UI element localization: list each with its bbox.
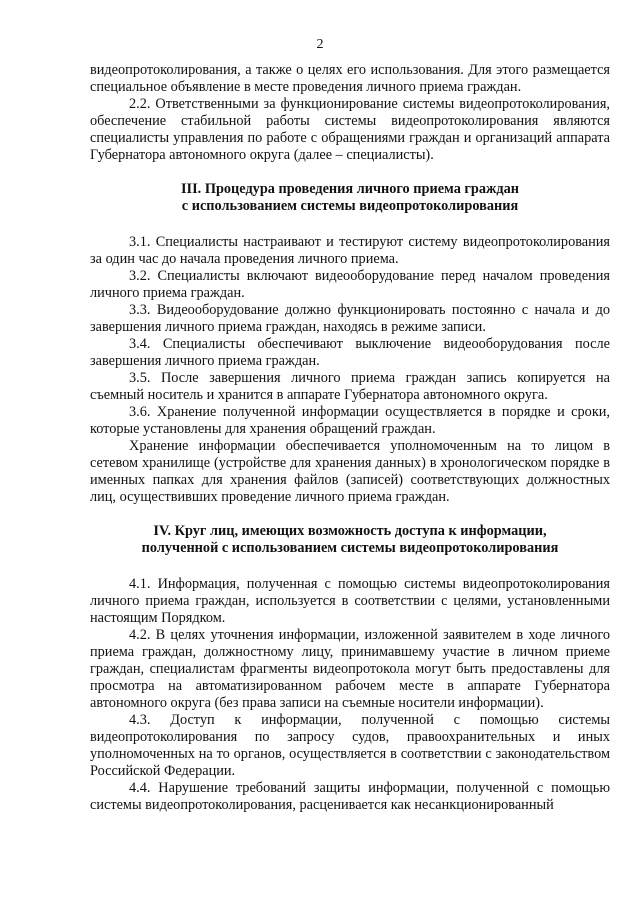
paragraph-2-2: 2.2. Ответственными за функционирование системы видеопротоколирования, обеспечение стабильной работы системы видеопротоколирования являются специалисты управления по работе с обращениями граждан и организаций аппарата Губернатора автономного округа (далее – специалисты). <box>90 96 610 163</box>
section-3-heading-line1: III. Процедура проведения личного приема граждан <box>180 181 519 197</box>
paragraph-4-3: 4.3. Доступ к информации, полученной с помощью системы видеопротоколирования по запросу судов, правоохранительных и иных уполномоченных на то органов, осуществляется в соответствии с законодательством Российской Федерации. <box>90 712 610 779</box>
paragraph-4-2: 4.2. В целях уточнения информации, изложенной заявителем в ходе личного приема граждан, должностному лицу, принимавшему участие в личном приеме граждан, специалистам фрагменты видеопротокола могут быть предоставлены для просмотра на автоматизированном рабочем месте в аппарате Губернатора автономного округа (без права записи на съемные носители информации). <box>90 627 610 711</box>
paragraph-3-6: 3.6. Хранение полученной информации осуществляется в порядке и сроки, которые установлены для хранения обращений граждан. <box>90 404 610 437</box>
document-body <box>90 62 610 814</box>
paragraph-3-2: 3.2. Специалисты включают видеооборудование перед началом проведения личного приема граждан. <box>90 268 610 301</box>
paragraph-3-5: 3.5. После завершения личного приема граждан запись копируется на съемный носитель и хранится в аппарате Губернатора автономного округа. <box>90 370 610 403</box>
section-3-heading-line2: с использованием системы видеопротоколирования <box>181 198 519 214</box>
paragraph-4-4: 4.4. Нарушение требований защиты информации, полученной с помощью системы видеопротоколирования, расценивается как несанкционированный <box>90 780 610 813</box>
paragraph-4-1: 4.1. Информация, полученная с помощью системы видеопротоколирования личного приема граждан, используется в соответствии с целями, установленными настоящим Порядком. <box>90 576 610 626</box>
paragraph-3-1: 3.1. Специалисты настраивают и тестируют систему видеопротоколирования за один час до начала проведения личного приема. <box>90 234 610 267</box>
section-4-heading-line2: полученной с использованием системы видеопротоколирования <box>141 540 559 556</box>
paragraph-3-6-storage: Хранение информации обеспечивается уполномоченным на то лицом в сетевом хранилище (устройстве для хранения данных) в хронологическом порядке в именных папках для хранения файлов (записей) соответствующих должностных лиц, осуществивших проведение личного приема граждан. <box>90 438 610 505</box>
paragraph-2-1-tail: видеопротоколирования, а также о целях его использования. Для этого размещается специальное объявление в месте проведения личного приема граждан. <box>90 62 610 95</box>
section-4-heading-line1: IV. Круг лиц, имеющих возможность доступа к информации, <box>153 523 547 539</box>
paragraph-3-4: 3.4. Специалисты обеспечивают выключение видеооборудования после завершения личного приема граждан. <box>90 336 610 369</box>
page-number: 2 <box>316 37 324 52</box>
paragraph-3-3: 3.3. Видеооборудование должно функционировать постоянно с начала и до завершения личного приема граждан, находясь в режиме записи. <box>90 302 610 335</box>
